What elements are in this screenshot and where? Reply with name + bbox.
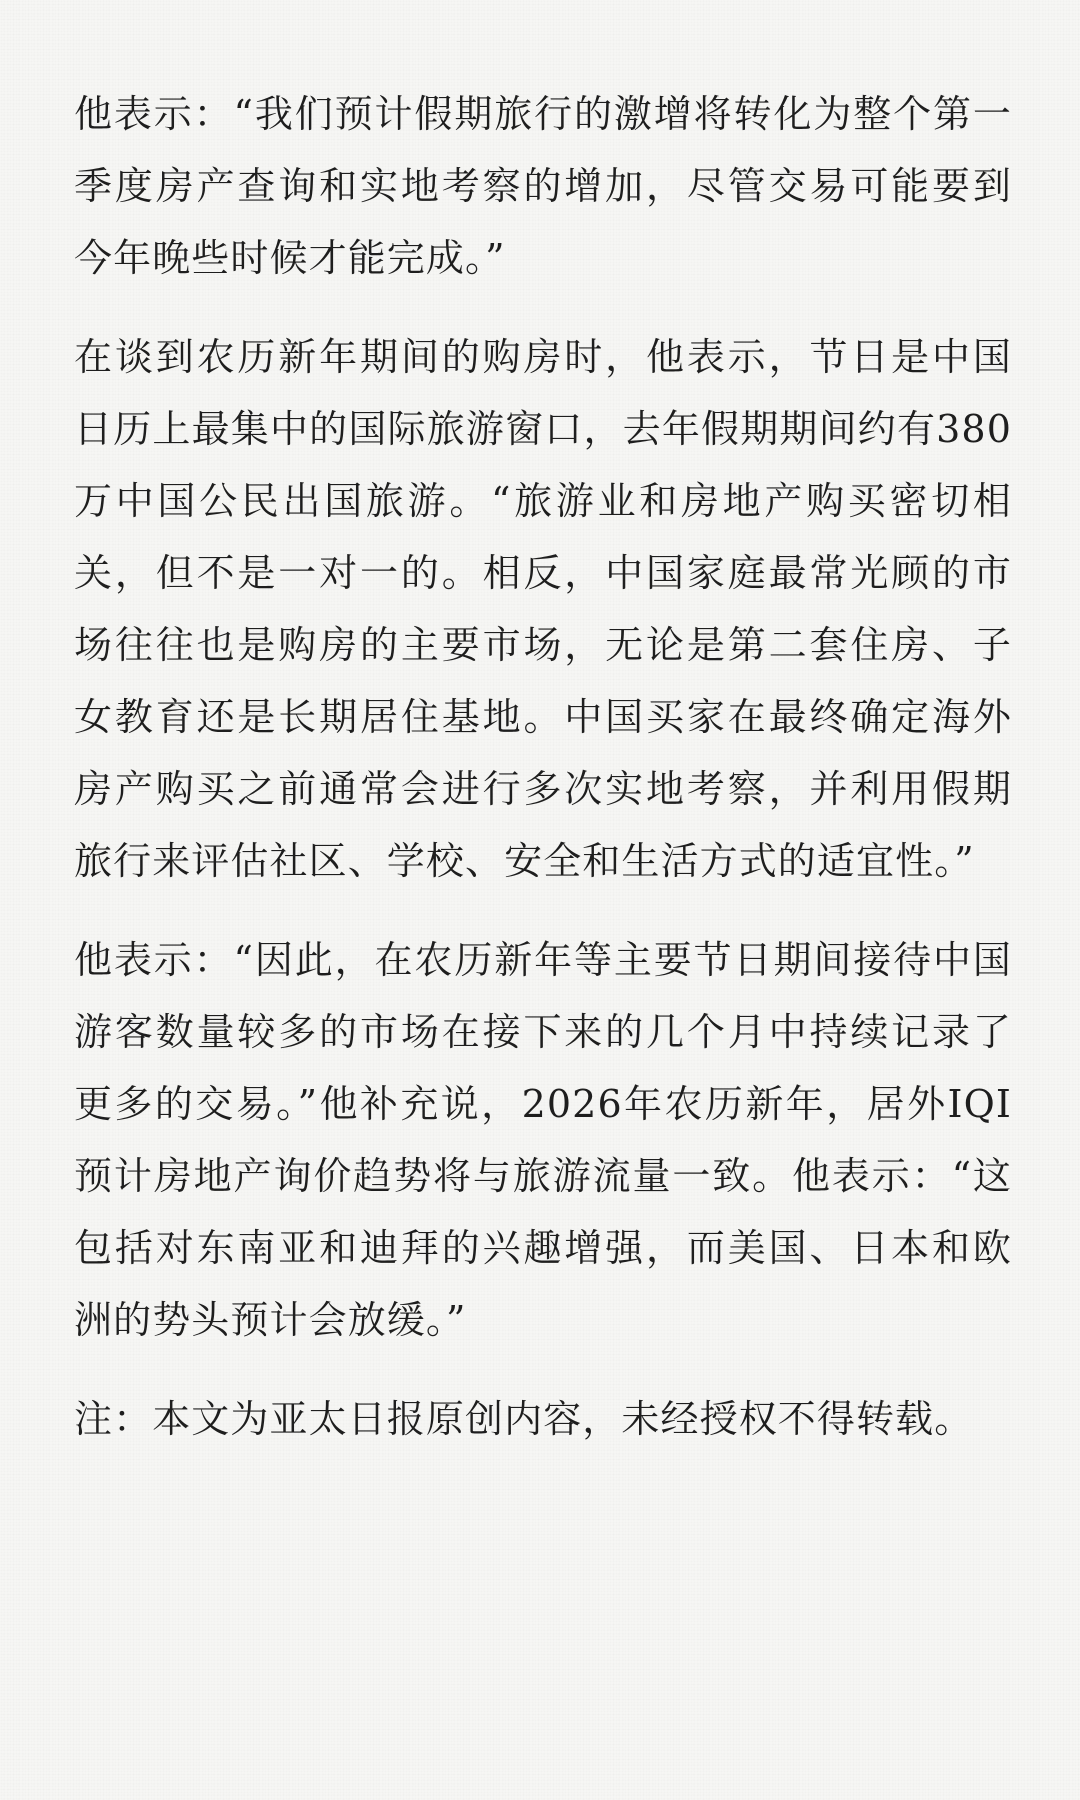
paragraph-holiday-travel-quote: 他表示：“我们预计假期旅行的激增将转化为整个第一季度房产查询和实地考察的增加，尽管交易可能要到今年晚些时候才能完成。”	[74, 92, 1012, 280]
copyright-note: 注：本文为亚太日报原创内容，未经授权不得转载。	[74, 1397, 974, 1441]
paragraph-transactions-forecast: 他表示：“因此，在农历新年等主要节日期间接待中国游客数量较多的市场在接下来的几个月中持续记录了更多的交易。”他补充说，2026年农历新年，居外IQI预计房地产询价趋势将与旅游流量一致。他表示：“这包括对东南亚和迪拜的兴趣增强，而美国、日本和欧洲的势头预计会放缓。”	[74, 938, 1012, 1342]
article-body	[74, 78, 1012, 1482]
paragraph-lunar-new-year-purchases: 在谈到农历新年期间的购房时，他表示，节日是中国日历上最集中的国际旅游窗口，去年假期期间约有380万中国公民出国旅游。“旅游业和房地产购买密切相关，但不是一对一的。相反，中国家庭最常光顾的市场往往也是购房的主要市场，无论是第二套住房、子女教育还是长期居住基地。中国买家在最终确定海外房产购买之前通常会进行多次实地考察，并利用假期旅行来评估社区、学校、安全和生活方式的适宜性。”	[74, 335, 1012, 883]
